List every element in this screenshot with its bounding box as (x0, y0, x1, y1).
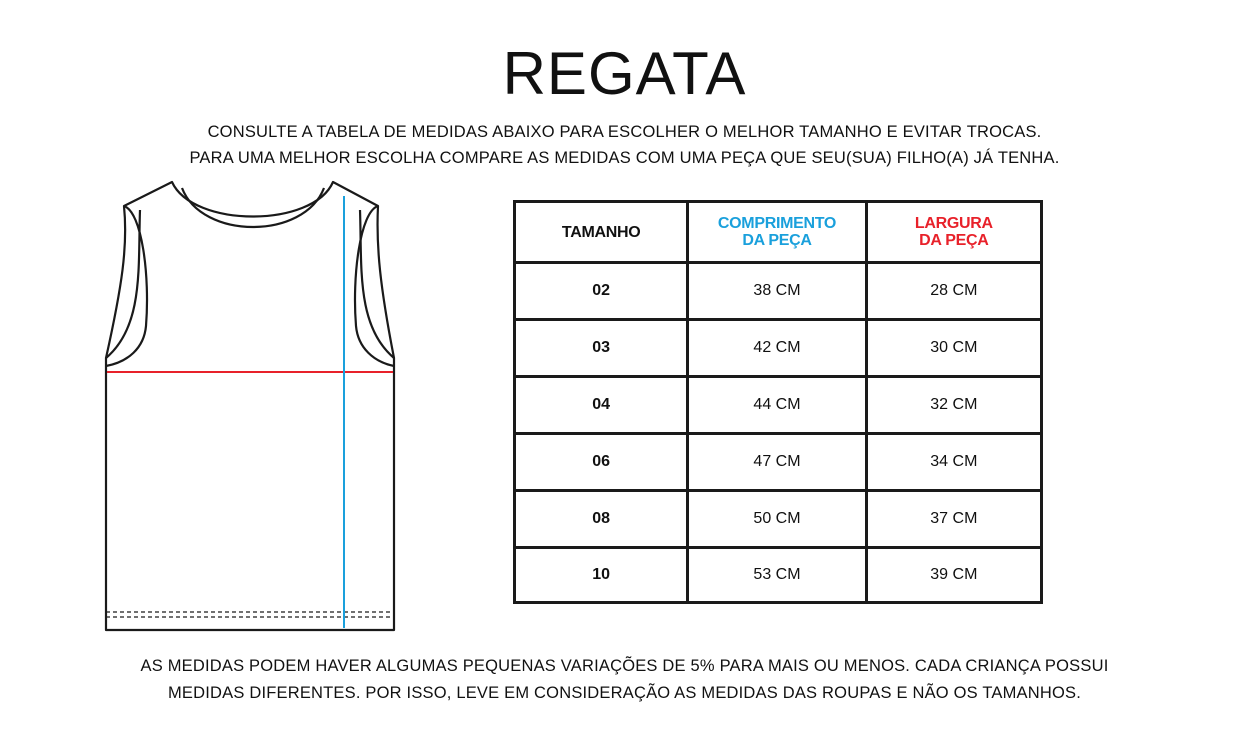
length-cell: 50 CM (688, 491, 866, 548)
length-cell: 38 CM (688, 263, 866, 320)
header-size: TAMANHO (515, 202, 688, 263)
width-cell: 32 CM (866, 377, 1041, 434)
width-cell: 28 CM (866, 263, 1041, 320)
header-width-line1: LARGURA (914, 215, 993, 232)
header-width (866, 202, 1041, 263)
header-width-line2: DA PEÇA (919, 232, 989, 249)
length-cell: 42 CM (688, 320, 866, 377)
width-cell: 30 CM (866, 320, 1041, 377)
size-cell: 08 (515, 491, 688, 548)
width-cell: 39 CM (866, 548, 1041, 603)
length-cell: 47 CM (688, 434, 866, 491)
instruction-line-1: CONSULTE A TABELA DE MEDIDAS ABAIXO PARA ESCOLHER O MELHOR TAMANHO E EVITAR TROCAS. (207, 123, 1042, 141)
header-length-line1: COMPRIMENTO (717, 215, 837, 232)
tank-top-outline-icon (98, 176, 402, 634)
length-cell: 44 CM (688, 377, 866, 434)
table-header-row (515, 202, 1042, 263)
table-row (515, 263, 1042, 320)
table-row (515, 548, 1042, 603)
header-length (688, 202, 866, 263)
table-row (515, 377, 1042, 434)
footnote-line-1: AS MEDIDAS PODEM HAVER ALGUMAS PEQUENAS VARIAÇÕES DE 5% PARA MAIS OU MENOS. CADA CRIANÇA POSSUI (140, 657, 1109, 675)
width-cell: 34 CM (866, 434, 1041, 491)
size-cell: 04 (515, 377, 688, 434)
header-length-line2: DA PEÇA (742, 232, 812, 249)
size-cell: 10 (515, 548, 688, 603)
footnote-line-2: MEDIDAS DIFERENTES. POR ISSO, LEVE EM CONSIDERAÇÃO AS MEDIDAS DAS ROUPAS E NÃO OS TAMANHOS. (167, 684, 1082, 702)
table-row (515, 434, 1042, 491)
width-cell: 37 CM (866, 491, 1041, 548)
size-cell: 03 (515, 320, 688, 377)
size-cell: 06 (515, 434, 688, 491)
table-row (515, 491, 1042, 548)
size-cell: 02 (515, 263, 688, 320)
length-cell: 53 CM (688, 548, 866, 603)
instruction-line-2: PARA UMA MELHOR ESCOLHA COMPARE AS MEDIDAS COM UMA PEÇA QUE SEU(SUA) FILHO(A) JÁ TENHA. (189, 149, 1060, 167)
page-title: REGATA (502, 40, 747, 107)
table-row (515, 320, 1042, 377)
size-table (513, 200, 1043, 604)
